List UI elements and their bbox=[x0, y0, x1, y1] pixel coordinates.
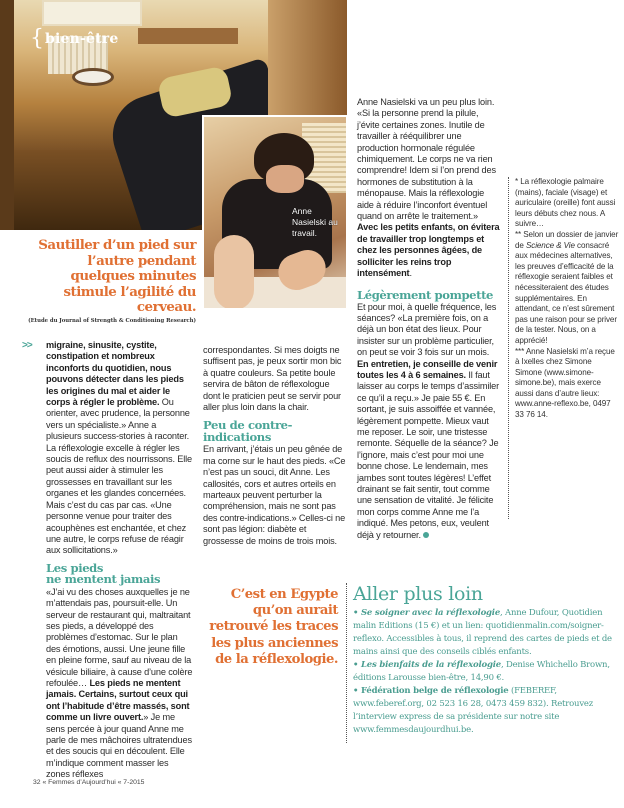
italic-text: Science & Vie bbox=[525, 240, 575, 250]
article-column-2 bbox=[203, 345, 347, 547]
text: ** Selon un dossier de janvier de bbox=[515, 229, 619, 250]
bold-text: migraine, sinusite, cystite, constipation et nombreux inconforts du quotidien, nous pouvons détecter dans les pieds les origines du mal et aider le corps à régler le problème. bbox=[46, 340, 184, 408]
item-title: • Fédération belge de réflexologie bbox=[353, 686, 509, 696]
subheading bbox=[46, 560, 194, 587]
subheading: Peu de contre-indications bbox=[203, 418, 293, 445]
paragraph: En arrivant, j’étais un peu gênée de ma corne sur le haut des pieds. «Ce n’est pas un souci, dit Anne. Les callosités, cors et autres orteils en marteaux peuvent perturber la compréhension, mais ne sont pas des contre-indications.» Celles-ci ne sont pas légion: diabète et grossesse de moins de trois mois. bbox=[203, 444, 346, 546]
text: Il faut laisser au corps le temps d’assimiler ce qu’il a reçu.» Je paie 55 €. En sortant, je suis assoiffée et vannée, légèrement pompette. Mieux vaut me reposer. Le soir, une tristesse remonte. Séquelle de la séance? Je l’ignore, mais c’est pour moi une bonne chose. Le lendemain, mes jambes sont toutes légères! L’effet drainant se fait sentir, tout comme une sensation de vitalité. Je félicite mon corps comme Anne me l’a indiqué. Mes petons, eux, veulent déjà y retourner. bbox=[357, 369, 500, 540]
text: «J’ai vu des choses auxquelles je ne m’attendais pas, poursuit-elle. Un serveur de restaurant qui, maltraitant ses pieds, a développé des problèmes d’estomac. Sur le plan des émotions, aussi. Une jeune fille en pleine forme, sauf au niveau de la vésicule biliaire, à cause d’une colère refoulée… bbox=[46, 586, 193, 688]
text: Anne Nasielski va un peu plus loin. «Si la personne prend la pilule, j’évite certaines zones. Inutile de travailler à rééquilibrer une production hormonale régulée chimiquement. Le corps ne va rien comprendre! Idem si l’on prend des hormones de substitution à la ménopause. Mais la réflexologie aide à réduire l’inconfort éventuel quand on arrête le traitement.» bbox=[357, 97, 496, 222]
photo-window bbox=[42, 0, 142, 26]
bold-text: Les pieds ne mentent jamais. Certains, surtout ceux qui ont l’habitude d’être massés, sont comme un livre ouvert. bbox=[46, 677, 190, 723]
page-footer: 32 « Femmes d’Aujourd’hui « 7-2015 bbox=[33, 779, 145, 786]
item-text: (FEBEREF, www.feberef.org, 02 523 16 28, 0473 459 832). Retrouvez l’interview express de sa présidente sur notre site www.femmesdaujourdhui.be. bbox=[353, 686, 594, 735]
text: Et pour moi, à quelle fréquence, les séances? «La première fois, on a déjà un bon état des lieux. Pour insister sur un problème particulier, on peut se voir 3 fois sur un mois. bbox=[357, 301, 497, 358]
paragraph bbox=[46, 340, 194, 557]
further-reading-item bbox=[353, 685, 618, 737]
subheading-line: ne mentent jamais bbox=[46, 572, 161, 587]
photo-person-face bbox=[266, 165, 304, 193]
text: » Je me sens percée à jour quand Anne me parle de mes mâchoires ultratendues et des soucis qui en découlent. Elle m’indique comment masser les zones réflexes bbox=[46, 712, 192, 780]
continuation-arrows-icon: >> bbox=[22, 340, 32, 351]
article-column-1 bbox=[46, 340, 194, 781]
footnote bbox=[515, 230, 620, 347]
further-reading-item bbox=[353, 659, 618, 685]
photo-desk bbox=[138, 28, 238, 44]
further-reading-title: Aller plus loin bbox=[353, 583, 483, 605]
item-title: • Les bienfaits de la réflexologie bbox=[353, 660, 501, 670]
bold-text: Avec les petits enfants, on évitera de travailler trop longtemps et chez les personnes âgées, de solliciter les reins trop intensément bbox=[357, 222, 500, 279]
bold-text: En entretien, je conseille de venir toutes les 4 à 6 semaines. bbox=[357, 358, 498, 380]
footnotes-sidebar bbox=[508, 177, 620, 519]
article-column-3 bbox=[357, 97, 501, 541]
item-text: , Denise Whichello Brown, éditions Larousse bien-être, 14,90 €. bbox=[353, 660, 610, 683]
photo-stool bbox=[72, 68, 114, 86]
further-reading-item bbox=[353, 607, 618, 659]
pullquote-source: (Etude du Journal of Strength & Conditioning Research) bbox=[28, 318, 196, 324]
item-title: • Se soigner avec la réflexologie bbox=[353, 608, 501, 618]
paragraph bbox=[357, 302, 501, 542]
footnote: * La réflexologie palmaire (mains), faciale (visage) et auriculaire (oreille) font aussi leurs débuts chez nous. A suivre… bbox=[515, 177, 616, 229]
photo-wall bbox=[0, 0, 14, 230]
pullquote-top: Sautiller d’un pied sur l’autre pendant quelques minutes stimule l’agilité du cerveau. bbox=[38, 237, 196, 315]
paragraph bbox=[357, 97, 501, 280]
paragraph: correspondantes. Si mes doigts ne suffisent pas, je peux sortir mon bic à quatre couleurs. Sa petite boule servira de bâton de réflexologue dont le praticien peut se servir pour aller plus loin dans la chair. bbox=[203, 345, 342, 413]
text: . bbox=[409, 268, 412, 279]
paragraph bbox=[46, 587, 194, 781]
item-text: , Anne Dufour, Quotidien malin Editions (15 €) et un lien: quotidienmalin.com/soigner-reflexo. Accessibles à tous, il reprend des cartes de pieds et de mains ainsi que des conseils ciblés enfants. bbox=[353, 608, 612, 657]
brace-icon: { bbox=[30, 26, 44, 51]
text: consacré aux médecines alternatives, les preuves d’efficacité de la réflexogie seraient faibles et nécessiteraient des études supplémentaires. En attendant, ce n’est sûrement pas une raison pour se priver de la tester. Nous, on a apprécié! bbox=[515, 240, 617, 345]
pullquote-bottom: C’est en Egypte qu’on aurait retrouvé les traces les plus anciennes de la réflexologie. bbox=[209, 587, 338, 667]
section-rubric bbox=[30, 28, 118, 50]
section-label: bien-être bbox=[45, 31, 119, 47]
photo-caption: Anne Nasielski au travail. bbox=[292, 206, 338, 238]
photo-foot bbox=[214, 235, 254, 310]
end-mark-icon bbox=[423, 532, 429, 538]
further-reading-box bbox=[346, 583, 618, 743]
footnote: *** Anne Nasielski m’a reçue à Ixelles chez Simone Simone (www.simone-simone.be), mais exerce aussi dans d’autre lieux: www.anne-reflexo.be, 0497 33 76 14. bbox=[515, 346, 615, 420]
subheading: Légèrement pompette bbox=[357, 287, 494, 302]
text: Ou orienter, avec prudence, la personne vers un spécialiste.» Anne a plusieurs success-stories à raconter. La réflexologie excelle à régler les soucis de reflux des nourrissons. Elle peut aussi aider à stimuler les grossesses en travaillant sur les organes et les glandes concernées. Mais c’est du cas par cas. «Une personne venue pour traiter des acouphènes est enchantée, et chez une autre, le corps refuse de réagir aux sollicitations.» bbox=[46, 397, 192, 556]
subheading-line: Les pieds bbox=[46, 560, 104, 575]
